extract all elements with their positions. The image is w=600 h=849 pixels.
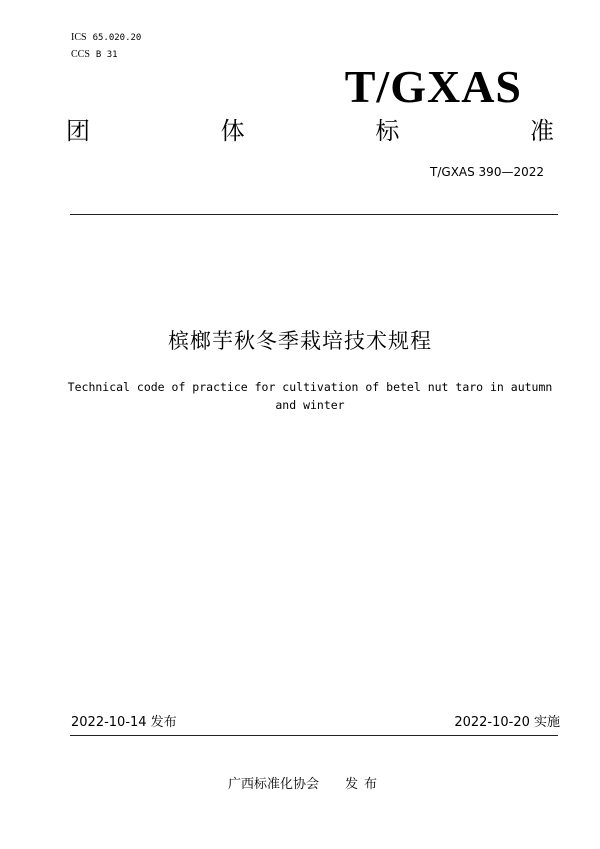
english-title-line-2: and winter — [275, 398, 345, 412]
ics-label: ICS — [71, 32, 87, 43]
issue-date: 2022-10-14 发布 — [71, 715, 177, 730]
ics-code-line — [71, 32, 141, 44]
ccs-label: CCS — [71, 49, 90, 60]
standard-number: T/GXAS 390—2022 — [430, 165, 544, 179]
publisher-name: 广西标准化协会 — [228, 777, 320, 792]
bottom-divider — [70, 735, 558, 736]
ics-code: 65.020.20 — [92, 33, 142, 43]
standard-brand-mark: T/GXAS — [344, 61, 522, 112]
implementation-date: 2022-10-20 实施 — [454, 715, 560, 730]
document-title-chinese: 槟榔芋秋冬季栽培技术规程 — [168, 329, 432, 353]
publisher-line — [228, 776, 383, 794]
standard-type-char-1: 团 — [66, 117, 90, 145]
english-title-line-1: Technical code of practice for cultivation of betel nut taro in autumn — [67, 380, 553, 394]
standard-type-heading — [66, 115, 554, 147]
ccs-code: B 31 — [95, 50, 118, 60]
standard-type-char-2: 体 — [220, 117, 245, 145]
publish-action: 发布 — [345, 777, 384, 792]
top-divider — [70, 214, 558, 215]
document-title-english — [60, 378, 560, 414]
ccs-code-line — [71, 49, 118, 61]
standard-type-char-3: 标 — [375, 117, 400, 145]
standard-type-char-4: 准 — [529, 117, 554, 145]
